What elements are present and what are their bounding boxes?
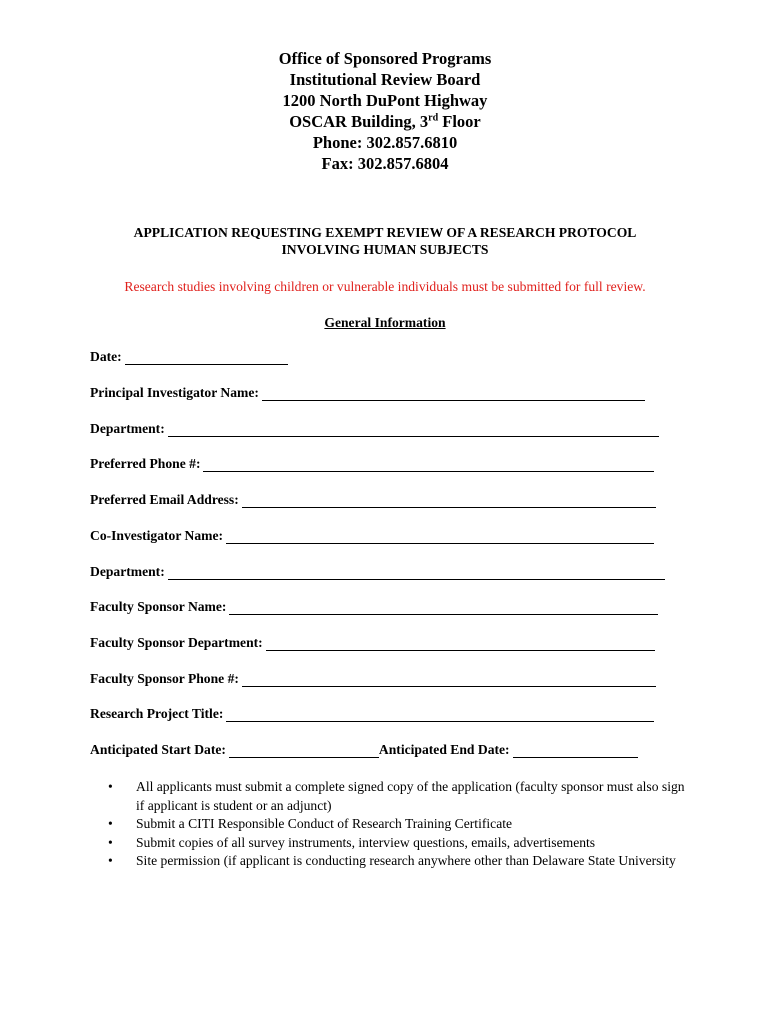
section-heading: [0, 314, 770, 331]
co-investigator-label: Co-Investigator Name:: [90, 528, 224, 543]
title-line-2: INVOLVING HUMAN SUBJECTS: [281, 242, 489, 257]
requirement-text: Submit copies of all survey instruments, interview questions, emails, advertisements: [136, 834, 596, 850]
co-department-blank[interactable]: [168, 566, 665, 580]
faculty-sponsor-phone-label: Faculty Sponsor Phone #:: [90, 671, 239, 686]
faculty-sponsor-phone-field[interactable]: [90, 670, 656, 687]
start-date-blank[interactable]: [229, 744, 379, 758]
list-item: [108, 852, 688, 871]
faculty-sponsor-name-blank[interactable]: [229, 601, 658, 615]
requirement-text: Site permission (if applicant is conducting research anywhere other than Delaware State University: [136, 853, 676, 868]
department-label: Department:: [90, 421, 165, 436]
fax-number: Fax: 302.857.6804: [321, 154, 449, 173]
board-name: Institutional Review Board: [289, 70, 481, 89]
start-date-label: Anticipated Start Date:: [90, 742, 226, 757]
phone-field[interactable]: [90, 455, 654, 472]
building-name: OSCAR Building, 3: [289, 112, 429, 131]
project-title-label: Research Project Title:: [90, 706, 224, 721]
office-name: Office of Sponsored Programs: [278, 49, 492, 68]
bullet-icon: •: [108, 853, 113, 868]
date-blank[interactable]: [125, 351, 288, 365]
pi-name-label: Principal Investigator Name:: [90, 385, 259, 400]
co-investigator-field[interactable]: [90, 527, 654, 544]
end-date-label: Anticipated End Date:: [378, 742, 510, 757]
floor-ordinal: rd: [428, 112, 439, 124]
project-title-field[interactable]: [90, 705, 654, 722]
co-department-label: Department:: [90, 564, 165, 579]
email-field[interactable]: [90, 491, 656, 508]
co-department-field[interactable]: [90, 563, 665, 580]
street-address: 1200 North DuPont Highway: [282, 91, 488, 110]
phone-blank[interactable]: [203, 458, 654, 472]
co-investigator-blank[interactable]: [226, 530, 654, 544]
list-item: [108, 778, 688, 815]
bullet-icon: •: [108, 779, 113, 794]
faculty-sponsor-name-label: Faculty Sponsor Name:: [90, 599, 227, 614]
end-date-blank[interactable]: [513, 744, 638, 758]
office-header: [0, 48, 770, 174]
email-label: Preferred Email Address:: [90, 492, 239, 507]
faculty-sponsor-department-blank[interactable]: [266, 637, 655, 651]
phone-number: Phone: 302.857.6810: [312, 133, 458, 152]
department-blank[interactable]: [168, 423, 659, 437]
bullet-icon: •: [108, 834, 113, 850]
faculty-sponsor-phone-blank[interactable]: [242, 673, 656, 687]
list-item: [108, 815, 688, 834]
pi-name-field[interactable]: [90, 384, 645, 401]
faculty-sponsor-department-field[interactable]: [90, 634, 655, 651]
application-title: [0, 224, 770, 258]
bullet-icon: •: [108, 816, 113, 831]
department-field[interactable]: [90, 420, 659, 437]
email-blank[interactable]: [242, 494, 656, 508]
full-review-warning: Research studies involving children or vulnerable individuals must be submitted for full review.: [124, 279, 646, 294]
list-item: [108, 834, 688, 853]
project-title-blank[interactable]: [226, 708, 654, 722]
requirement-text: Submit a CITI Responsible Conduct of Research Training Certificate: [136, 816, 513, 831]
building-floor: [0, 111, 770, 132]
faculty-sponsor-department-label: Faculty Sponsor Department:: [90, 635, 263, 650]
phone-label: Preferred Phone #:: [90, 456, 201, 471]
date-label: Date:: [90, 349, 122, 364]
submission-requirements-list: [108, 778, 688, 871]
anticipated-dates-field[interactable]: [90, 741, 638, 758]
pi-name-blank[interactable]: [262, 387, 645, 401]
requirement-text: All applicants must submit a complete signed copy of the application (faculty sponsor must also sign if applicant is student or an adjunct): [136, 779, 685, 813]
floor-suffix: Floor: [438, 112, 481, 131]
faculty-sponsor-name-field[interactable]: [90, 598, 658, 615]
date-field[interactable]: [90, 348, 288, 365]
general-information-heading: General Information: [324, 315, 446, 330]
title-line-1: APPLICATION REQUESTING EXEMPT REVIEW OF A RESEARCH PROTOCOL: [133, 225, 637, 240]
